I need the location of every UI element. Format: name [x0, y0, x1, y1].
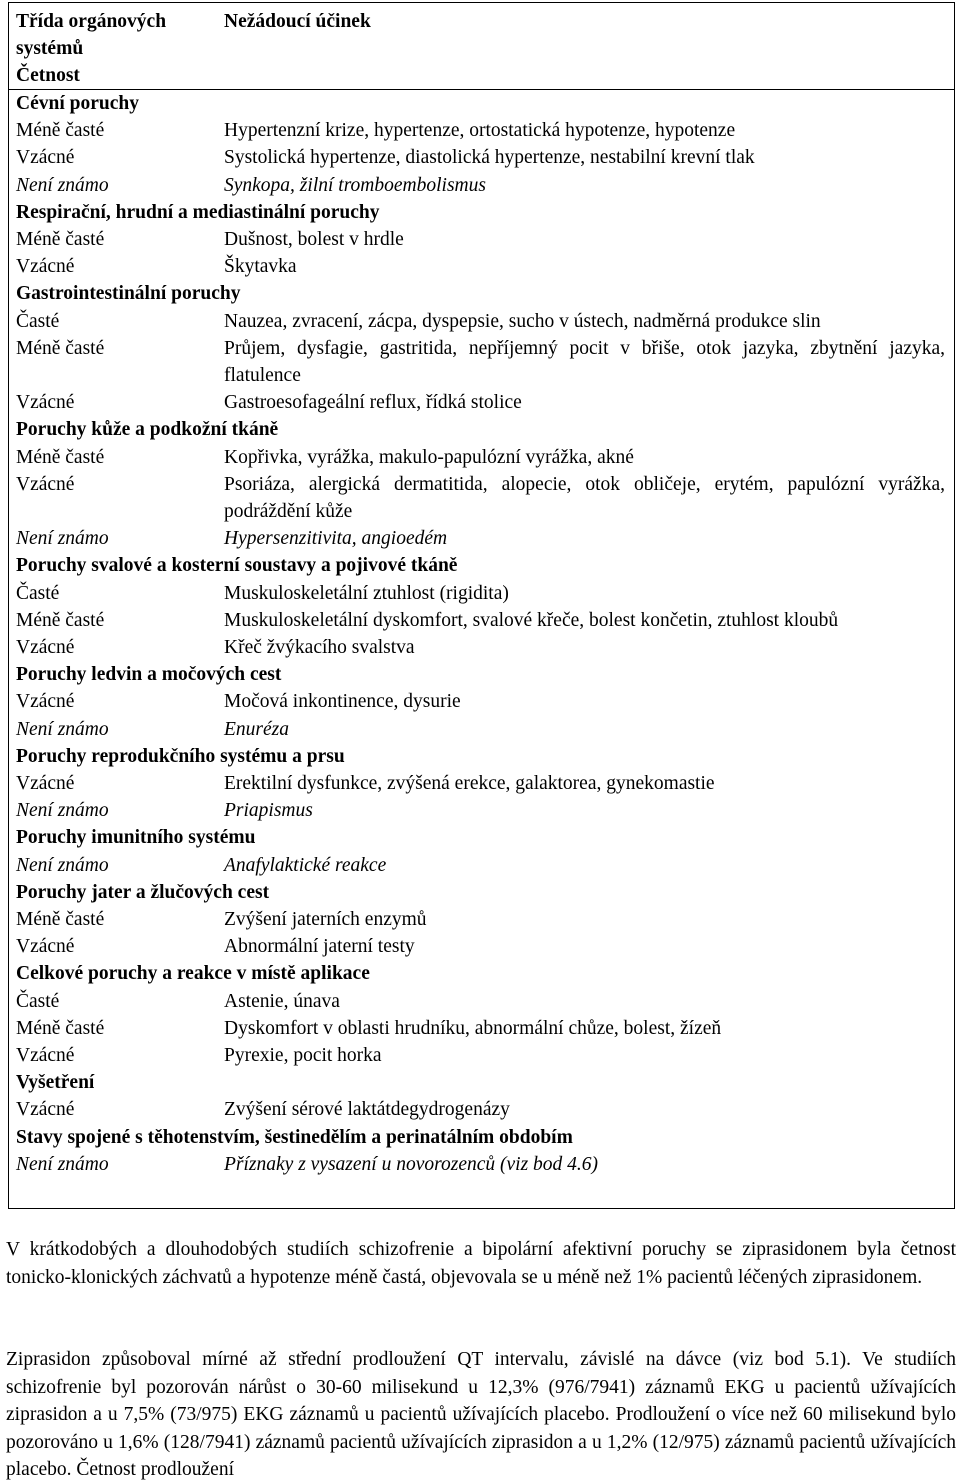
frequency-cell: Není známo [16, 1153, 109, 1175]
frequency-cell: Časté [16, 990, 60, 1012]
paragraph-qt-prolongation: Ziprasidon způsoboval mírné až střední prodloužení QT intervalu, závislé na dávce (viz bod 5.1). Ve studiích schizofrenie byl pozorován nárůst o 30-60 milisekund u 12,3% (976/7941) záznamů EKG u pacientů užívajících ziprasidon a u 7,5% (73/975) EKG záznamů u pacientů užívajících placebo. Prodloužení o více než 60 milisekund bylo pozorováno u 1,6% (128/7941) záznamů pacientů užívajících ziprasidon a u 1,2% (12/975) záznamů pacientů užívajících placebo. Četnost prodloužení [6, 1349, 956, 1480]
table-row [9, 580, 954, 607]
effect-cell: Systolická hypertenze, diastolická hypertenze, nestabilní krevní tlak [224, 147, 755, 169]
effect-cell: Abnormální jaterní testy [224, 936, 415, 958]
section-heading: Poruchy reprodukčního systému a prsu [16, 745, 345, 767]
frequency-cell: Vzácné [16, 147, 75, 169]
table-row [9, 117, 954, 144]
effect-cell: Příznaky z vysazení u novorozenců (viz bod 4.6) [224, 1153, 599, 1175]
table-row [9, 688, 954, 715]
effect-cell: Priapismus [224, 800, 313, 822]
frequency-cell: Není známo [16, 854, 109, 876]
frequency-cell: Časté [16, 582, 60, 604]
table-row [9, 1151, 954, 1178]
table-row [9, 144, 954, 171]
section-heading: Poruchy jater a žlučových cest [16, 881, 270, 903]
header-adverse-effect: Nežádoucí účinek [224, 11, 371, 32]
table-row [9, 444, 954, 471]
paragraph-seizures: V krátkodobých a dlouhodobých studiích schizofrenie a bipolární afektivní poruchy se ziprasidonem byla četnost tonicko-klonických záchvatů a hypotenze méně častá, objevovala se u méně než 1% pacientů léčených ziprasidonem. [6, 1239, 956, 1288]
frequency-cell: Vzácné [16, 1044, 75, 1066]
effect-cell: Gastroesofageální reflux, řídká stolice [224, 392, 522, 414]
effect-cell: Synkopa, žilní tromboembolismus [224, 174, 486, 196]
table-row [9, 226, 954, 253]
section-heading: Poruchy svalové a kosterní soustavy a pojivové tkáně [16, 555, 458, 577]
effect-cell: Dušnost, bolest v hrdle [224, 228, 404, 250]
table-body [9, 89, 954, 1178]
effect-cell: Zvýšení jaterních enzymů [224, 908, 427, 930]
section-heading: Gastrointestinální poruchy [16, 283, 241, 305]
frequency-cell: Méně časté [16, 228, 105, 250]
table-row [9, 253, 954, 280]
effect-cell: Močová inkontinence, dysurie [224, 691, 461, 713]
table-row [9, 1096, 954, 1123]
effect-cell: Dyskomfort v oblasti hrudníku, abnormální chůze, bolest, žízeň [224, 1017, 722, 1039]
effect-cell: Pyrexie, pocit horka [224, 1044, 382, 1066]
section-heading: Cévní poruchy [16, 93, 139, 114]
frequency-cell: Méně časté [16, 609, 105, 631]
effect-cell: Enuréza [224, 718, 289, 740]
effect-cell: Astenie, únava [224, 990, 340, 1012]
table-row [9, 634, 954, 661]
section-heading: Celkové poruchy a reakce v místě aplikace [16, 963, 370, 985]
effect-cell: Psoriáza, alergická dermatitida, alopecie, otok obličeje, erytém, papulózní vyrážka, podráždění kůže [224, 473, 945, 522]
section-heading: Poruchy imunitního systému [16, 827, 256, 849]
table-row [9, 471, 954, 525]
frequency-cell: Není známo [16, 800, 109, 822]
table-row [9, 933, 954, 960]
frequency-cell: Vzácné [16, 1099, 75, 1121]
section-heading: Vyšetření [16, 1072, 95, 1094]
frequency-cell: Není známo [16, 174, 109, 196]
frequency-cell: Vzácné [16, 936, 75, 958]
header-organ-class [16, 8, 226, 89]
table-row [9, 770, 954, 797]
effect-cell: Hypertenzní krize, hypertenze, ortostatická hypotenze, hypotenze [224, 120, 736, 142]
section-heading: Poruchy kůže a podkožní tkáně [16, 419, 279, 441]
frequency-cell: Méně časté [16, 120, 105, 142]
table-row [9, 335, 954, 389]
effect-cell: Muskuloskeletální ztuhlost (rigidita) [224, 582, 509, 604]
table-row [9, 389, 954, 416]
table-row [9, 852, 954, 879]
effect-cell: Erektilní dysfunkce, zvýšená erekce, galaktorea, gynekomastie [224, 772, 715, 794]
frequency-cell: Vzácné [16, 772, 75, 794]
effect-cell: Anafylaktické reakce [224, 854, 387, 876]
effect-cell: Muskuloskeletální dyskomfort, svalové křeče, bolest končetin, ztuhlost kloubů [224, 609, 839, 631]
frequency-cell: Vzácné [16, 691, 75, 713]
effect-cell: Škytavka [224, 256, 297, 278]
adverse-effects-table [8, 2, 955, 1209]
frequency-cell: Není známo [16, 528, 109, 550]
frequency-cell: Není známo [16, 718, 109, 740]
frequency-cell: Méně časté [16, 1017, 105, 1039]
effect-cell: Kopřivka, vyrážka, makulo-papulózní vyrážka, akné [224, 446, 634, 468]
frequency-cell: Méně časté [16, 908, 105, 930]
table-row [9, 525, 954, 552]
frequency-cell: Méně časté [16, 446, 105, 468]
effect-cell: Nauzea, zvracení, zácpa, dyspepsie, sucho v ústech, nadměrná produkce slin [224, 310, 821, 332]
table-row [9, 1015, 954, 1042]
table-row [9, 988, 954, 1015]
table-row [9, 607, 954, 634]
table-row [9, 716, 954, 743]
effect-cell: Křeč žvýkacího svalstva [224, 636, 415, 658]
section-heading: Respirační, hrudní a mediastinální poruchy [16, 201, 380, 223]
section-heading: Stavy spojené s těhotenstvím, šestinedělím a perinatálním obdobím [16, 1126, 573, 1148]
frequency-cell: Vzácné [16, 473, 75, 495]
section-heading: Poruchy ledvin a močových cest [16, 664, 282, 686]
header-left-line: Četnost [16, 65, 80, 86]
table-row [9, 172, 954, 199]
table-row [9, 906, 954, 933]
table-row [9, 1042, 954, 1069]
frequency-cell: Vzácné [16, 256, 75, 278]
effect-cell: Průjem, dysfagie, gastritida, nepříjemný pocit v břiše, otok jazyka, zbytnění jazyka, flatulence [224, 337, 945, 386]
frequency-cell: Vzácné [16, 392, 75, 414]
effect-cell: Hypersenzitivita, angioedém [224, 528, 448, 550]
frequency-cell: Vzácné [16, 636, 75, 658]
effect-cell: Zvýšení sérové laktátdegydrogenázy [224, 1099, 510, 1121]
table-row [9, 797, 954, 824]
frequency-cell: Časté [16, 310, 60, 332]
frequency-cell: Méně časté [16, 337, 105, 359]
table-row [9, 308, 954, 335]
header-left-line: Třída orgánových systémů [16, 11, 167, 59]
